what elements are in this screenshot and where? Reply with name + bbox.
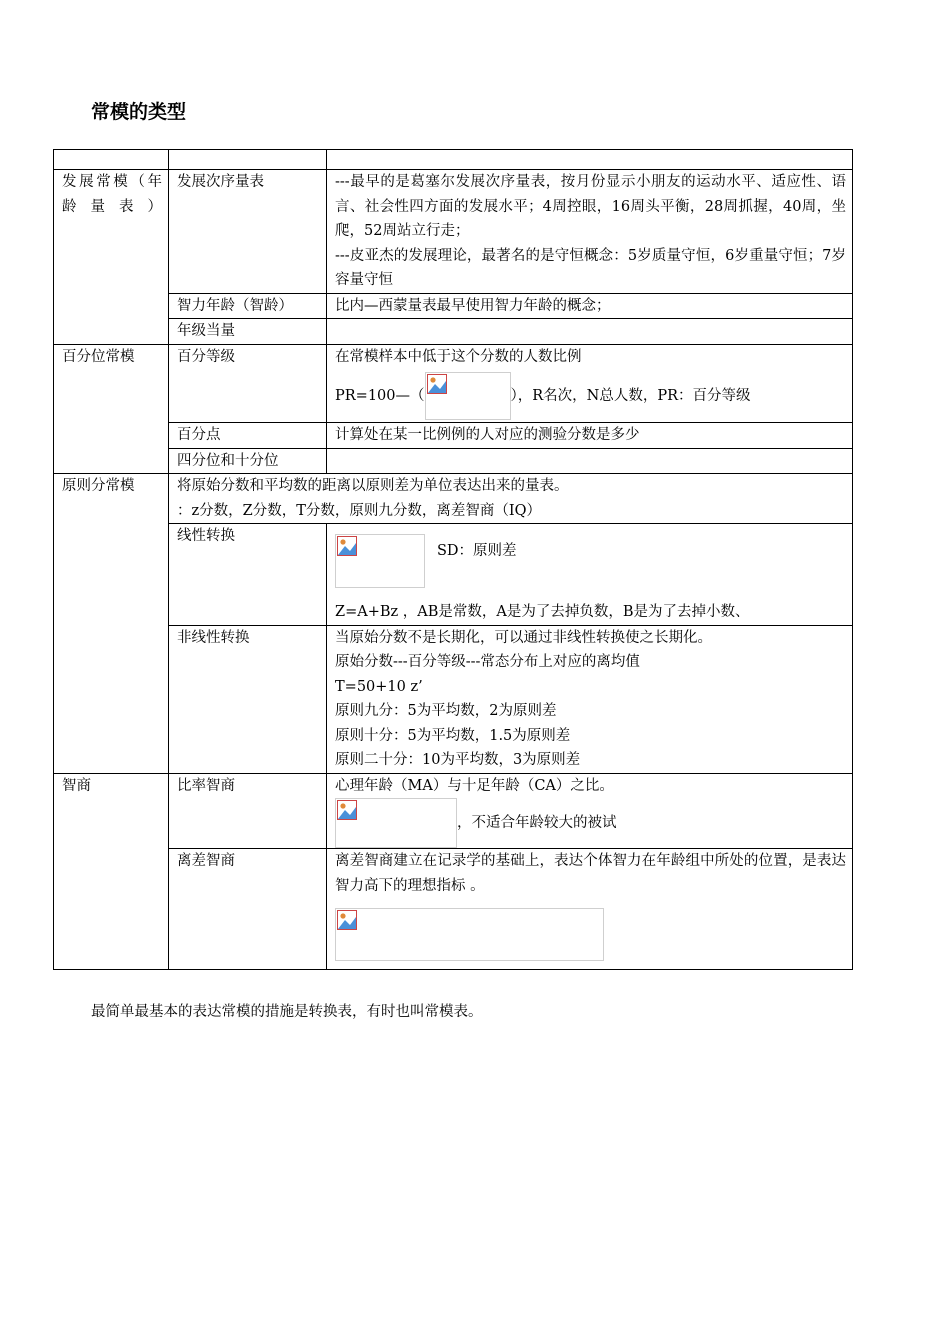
subtype-name: 百分点: [169, 423, 327, 449]
subtype-name: 比率智商: [169, 773, 327, 849]
sd-note: SD：原则差: [437, 543, 517, 559]
category-std: 原则分常模: [54, 474, 169, 774]
formula-image: [335, 798, 457, 848]
formula-image: [335, 908, 604, 961]
subtype-desc: [327, 448, 853, 474]
subtype-name: 发展次序量表: [169, 170, 327, 294]
subtype-desc: 当原始分数不是长期化，可以通过非线性转换使之长期化。 原始分数---百分等级---常态分布上对应的离均值 T=50+10 z’ 原则九分：5为平均数，2为原则差 原则十分：5为平均数，1.5为原则差 原则二十分：10为平均数，3为原则差: [327, 625, 853, 773]
table-row: [54, 293, 853, 319]
subtype-name: 非线性转换: [169, 625, 327, 773]
table-row: [54, 773, 853, 849]
subtype-name: 线性转换: [169, 524, 327, 626]
broken-image-icon: [337, 800, 357, 820]
std-intro: 将原始分数和平均数的距离以原则差为单位表达出来的量表。 ：z分数，Z分数，T分数，原则九分数，离差智商（IQ）: [169, 474, 853, 524]
table-row: [54, 319, 853, 345]
category-dev: [54, 170, 169, 345]
subtype-name: 离差智商: [169, 849, 327, 970]
norms-table: [53, 149, 853, 970]
table-row: [54, 448, 853, 474]
broken-image-icon: [337, 910, 357, 930]
broken-image-icon: [337, 536, 357, 556]
table-row: [54, 524, 853, 626]
formula-image: [335, 534, 425, 588]
footer-note: 最简单最基本的表达常模的措施是转换表，有时也叫常模表。: [91, 1004, 483, 1020]
table-header-row: [54, 150, 853, 170]
category-pct: 百分位常模: [54, 344, 169, 474]
table-row: [54, 849, 853, 970]
subtype-desc: 计算处在某一比例例的人对应的测验分数是多少: [327, 423, 853, 449]
table-row: [54, 344, 853, 423]
subtype-name: 四分位和十分位: [169, 448, 327, 474]
table-row: [54, 625, 853, 773]
broken-image-icon: [427, 374, 447, 394]
subtype-desc: 心理年龄（MA）与十足年龄（CA）之比。 ，不适合年龄较大的被试: [327, 773, 853, 849]
subtype-name: 智力年龄（智龄）: [169, 293, 327, 319]
subtype-name: 百分等级: [169, 344, 327, 423]
table-row: [54, 474, 853, 524]
formula-image: [425, 372, 511, 420]
page-title: 常模的类型: [91, 101, 187, 123]
table-row: [54, 423, 853, 449]
subtype-desc: ---最早的是葛塞尔发展次序量表，按月份显示小朋友的运动水平、适应性、语言、社会性四方面的发展水平；4周控眼，16周头平衡，28周抓握，40周，坐爬，52周站立行走； ---皮亚杰的发展理论，最著名的是守恒概念：5岁质量守恒，6岁重量守恒；7岁容量守恒: [327, 170, 853, 294]
category-iq: 智商: [54, 773, 169, 970]
subtype-desc: 离差智商建立在记录学的基础上，表达个体智力在年龄组中所处的位置，是表达智力高下的理想指标 。: [327, 849, 853, 970]
category-label: 发展常模（年龄量表）: [62, 174, 162, 215]
subtype-desc: 在常模样本中低于这个分数的人数比例 PR=100—（ ），R名次，N总人数，PR：百分等级: [327, 344, 853, 423]
subtype-desc: 比内—西蒙量表最早使用智力年龄的概念；: [327, 293, 853, 319]
subtype-desc: SD：原则差 Z=A+Bz ，AB是常数，A是为了去掉负数，B是为了去掉小数、: [327, 524, 853, 626]
subtype-name: 年级当量: [169, 319, 327, 345]
subtype-desc: [327, 319, 853, 345]
table-row: [54, 170, 853, 294]
